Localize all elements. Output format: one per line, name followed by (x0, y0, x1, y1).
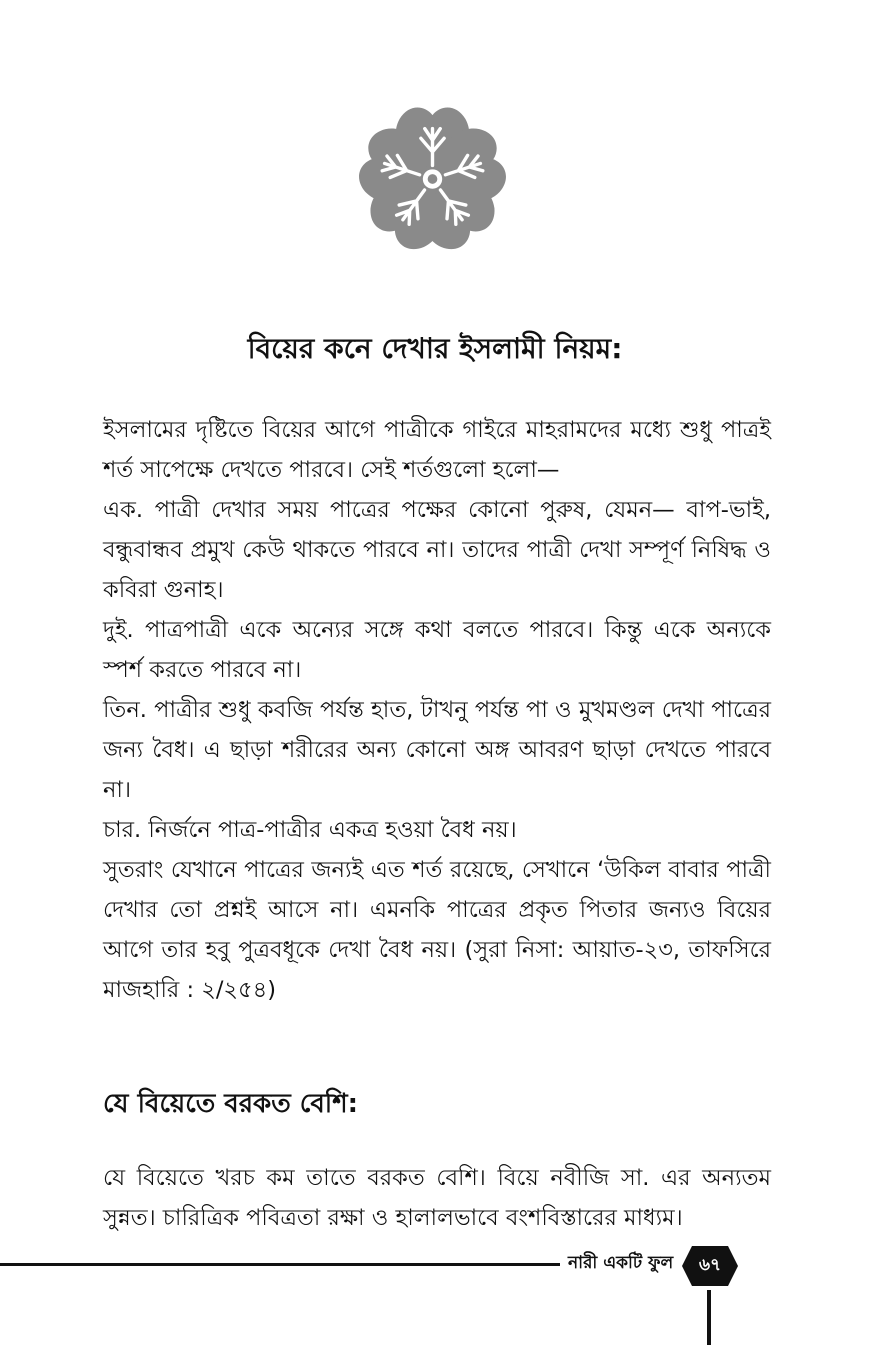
section-heading-barakah: যে বিয়েতে বরকত বেশি: (103, 1089, 359, 1119)
section-body-barakah (103, 1158, 771, 1238)
paragraph: যে বিয়েতে খরচ কম তাতে বরকত বেশি। বিয়ে নবীজি সা. এর অন্যতম সুন্নত। চারিত্রিক পবিত্রতা রক্ষা ও হালালভাবে বংশবিস্তারের মাধ্যম। (103, 1165, 771, 1231)
paragraph: ইসলামের দৃষ্টিতে বিয়ের আগে পাত্রীকে গাইরে মাহরামদের মধ্যে শুধু পাত্রই শর্ত সাপেক্ষে দেখতে পারবে। সেই শর্তগুলো হলো— (103, 417, 771, 483)
flower-ornament-icon (355, 100, 510, 258)
paragraph: চার. নির্জনে পাত্র-পাত্রীর একত্র হওয়া বৈধ নয়। (103, 817, 517, 843)
paragraph: তিন. পাত্রীর শুধু কবজি পর্যন্ত হাত, টাখনু পর্যন্ত পা ও মুখমণ্ডল দেখা পাত্রের জন্য বৈধ। এ ছাড়া শরীরের অন্য কোনো অঙ্গ আবরণ ছাড়া দেখতে পারবে না। (103, 697, 771, 803)
paragraph: সুতরাং যেখানে পাত্রের জন্যই এত শর্ত রয়েছে, সেখানে ‘উকিল বাবার পাত্রী দেখার তো প্রশ্নই আসে না। এমনকি পাত্রের প্রকৃত পিতার জন্যও বিয়ের আগে তার হবু পুত্রবধূকে দেখা বৈধ নয়। (সুরা নিসা: আয়াত-২৩, তাফসিরে মাজহারি : ২/২৫৪) (103, 857, 771, 1003)
paragraph: দুই. পাত্রপাত্রী একে অন্যের সঙ্গে কথা বলতে পারবে। কিন্তু একে অন্যকে স্পর্শ করতে পারবে না। (103, 617, 771, 683)
section-heading-bride-viewing: বিয়ের কনে দেখার ইসলামী নিয়ম: (247, 332, 623, 365)
paragraph: এক. পাত্রী দেখার সময় পাত্রের পক্ষের কোনো পুরুষ, যেমন— বাপ-ভাই, বন্ধুবান্ধব প্রমুখ কেউ থাকতে পারবে না। তাদের পাত্রী দেখা সম্পূর্ণ নিষিদ্ধ ও কবিরা গুনাহ। (103, 497, 771, 603)
section-body-bride-viewing (103, 410, 771, 1010)
page-number: ৬৭ (698, 1255, 722, 1275)
footer-book-title: নারী একটি ফুল (568, 1253, 674, 1273)
flower-center-dot (428, 174, 438, 184)
footer-stem (707, 1290, 711, 1345)
footer-rule (0, 1263, 560, 1266)
